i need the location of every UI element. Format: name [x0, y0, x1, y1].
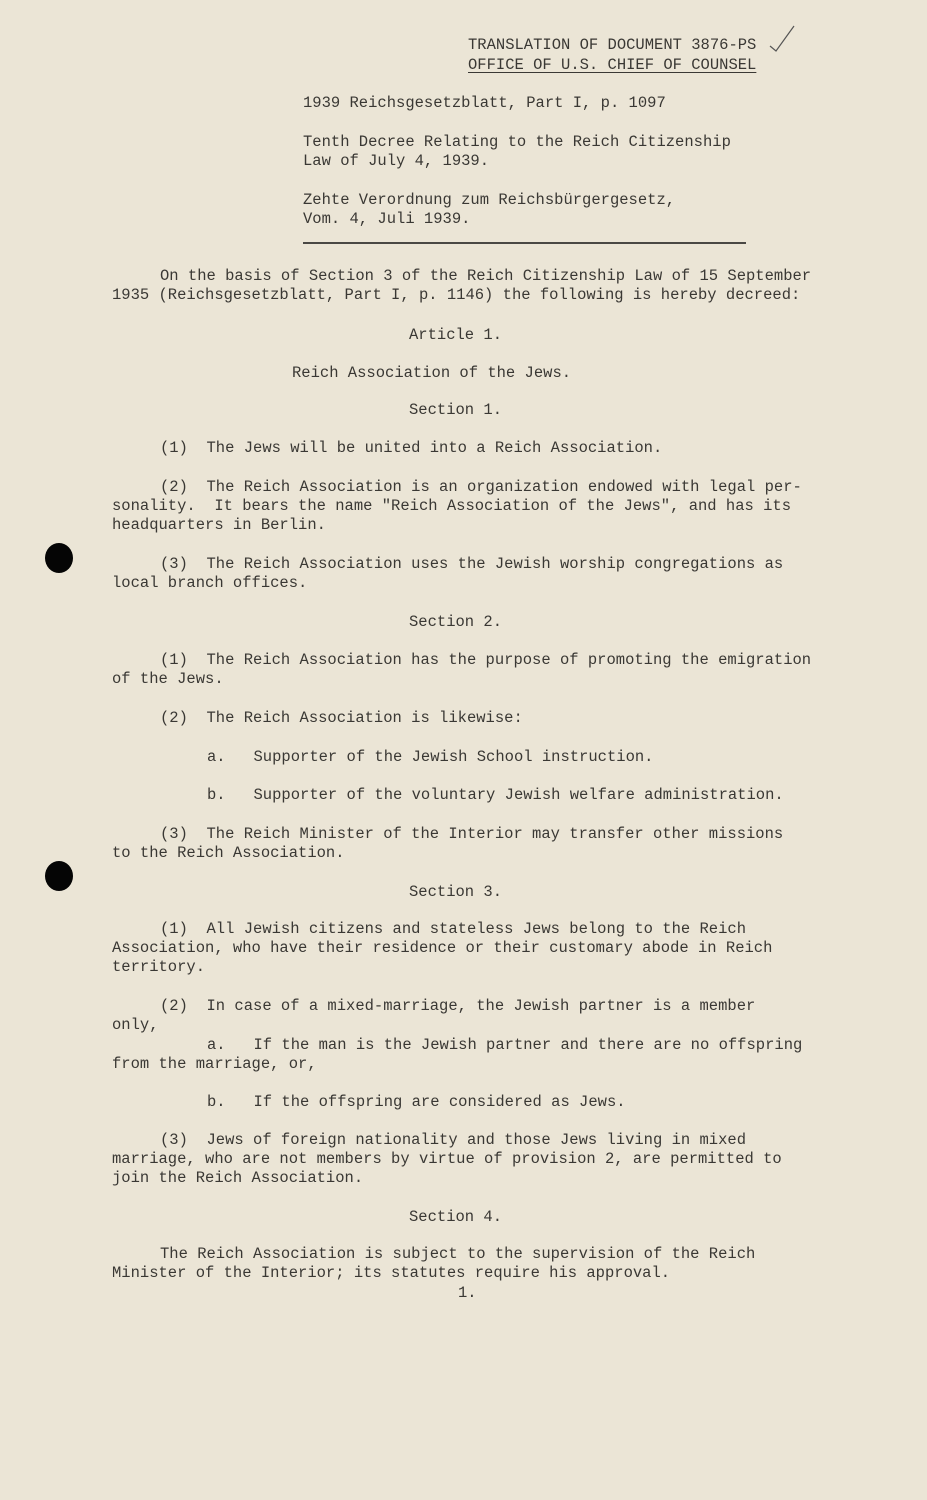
section-3-para-2-line-2: only, — [112, 1016, 159, 1034]
section-3-item-b: b. If the offspring are considered as Jews. — [207, 1093, 626, 1111]
title-de-line-1: Zehte Verordnung zum Reichsbürgergesetz, — [303, 191, 676, 209]
section-3-para-1-line-1: (1) All Jewish citizens and stateless Jews belong to the Reich — [160, 920, 746, 938]
title-divider — [303, 242, 746, 244]
citation: 1939 Reichsgesetzblatt, Part I, p. 1097 — [303, 94, 666, 112]
section-1-para-3-line-2: local branch offices. — [112, 574, 308, 592]
article-heading: Article 1. — [409, 326, 503, 344]
section-3-item-a-line-1: a. If the man is the Jewish partner and there are no offspring — [207, 1036, 803, 1054]
article-title: Reich Association of the Jews. — [292, 364, 572, 382]
section-2-para-1-line-1: (1) The Reich Association has the purpose of promoting the emigration — [160, 651, 812, 669]
checkmark-icon — [768, 24, 798, 54]
section-4-heading: Section 4. — [409, 1208, 503, 1226]
section-2-item-b: b. Supporter of the voluntary Jewish welfare administration. — [207, 786, 784, 804]
title-en-line-2: Law of July 4, 1939. — [303, 152, 490, 170]
section-2-item-a: a. Supporter of the Jewish School instruction. — [207, 748, 654, 766]
title-de-line-2: Vom. 4, Juli 1939. — [303, 210, 471, 228]
section-2-heading: Section 2. — [409, 613, 503, 631]
section-3-para-1-line-3: territory. — [112, 958, 206, 976]
section-3-para-3-line-2: marriage, who are not members by virtue of provision 2, are permitted to — [112, 1150, 782, 1168]
section-3-para-3-line-3: join the Reich Association. — [112, 1169, 364, 1187]
section-3-heading: Section 3. — [409, 883, 503, 901]
punch-hole-bottom — [45, 861, 73, 891]
header-translation-line: TRANSLATION OF DOCUMENT 3876-PS — [468, 36, 757, 54]
section-1-para-3-line-1: (3) The Reich Association uses the Jewish worship congregations as — [160, 555, 784, 573]
section-1-heading: Section 1. — [409, 401, 503, 419]
section-1-para-2-line-2: sonality. It bears the name "Reich Association of the Jews", and has its — [112, 497, 792, 515]
intro-line-2: 1935 (Reichsgesetzblatt, Part I, p. 1146) the following is hereby decreed: — [112, 286, 801, 304]
intro-line-1: On the basis of Section 3 of the Reich Citizenship Law of 15 September — [160, 267, 812, 285]
title-en-line-1: Tenth Decree Relating to the Reich Citizenship — [303, 133, 731, 151]
section-4-para-1-line-2: Minister of the Interior; its statutes require his approval. — [112, 1264, 671, 1282]
section-3-para-1-line-2: Association, who have their residence or their customary abode in Reich — [112, 939, 773, 957]
section-2-para-3-line-2: to the Reich Association. — [112, 844, 345, 862]
section-2-para-1-line-2: of the Jews. — [112, 670, 224, 688]
section-4-para-1-line-1: The Reich Association is subject to the supervision of the Reich — [160, 1245, 756, 1263]
section-1-para-2-line-3: headquarters in Berlin. — [112, 516, 326, 534]
page-number: 1. — [458, 1284, 477, 1302]
section-3-item-a-line-2: from the marriage, or, — [112, 1055, 317, 1073]
section-3-para-2-line-1: (2) In case of a mixed-marriage, the Jewish partner is a member — [160, 997, 756, 1015]
section-3-para-3-line-1: (3) Jews of foreign nationality and those Jews living in mixed — [160, 1131, 746, 1149]
header-office-line: OFFICE OF U.S. CHIEF OF COUNSEL — [468, 56, 757, 74]
section-1-para-1: (1) The Jews will be united into a Reich Association. — [160, 439, 663, 457]
section-2-para-2: (2) The Reich Association is likewise: — [160, 709, 523, 727]
section-2-para-3-line-1: (3) The Reich Minister of the Interior may transfer other missions — [160, 825, 784, 843]
punch-hole-top — [45, 543, 73, 573]
section-1-para-2-line-1: (2) The Reich Association is an organization endowed with legal per- — [160, 478, 802, 496]
